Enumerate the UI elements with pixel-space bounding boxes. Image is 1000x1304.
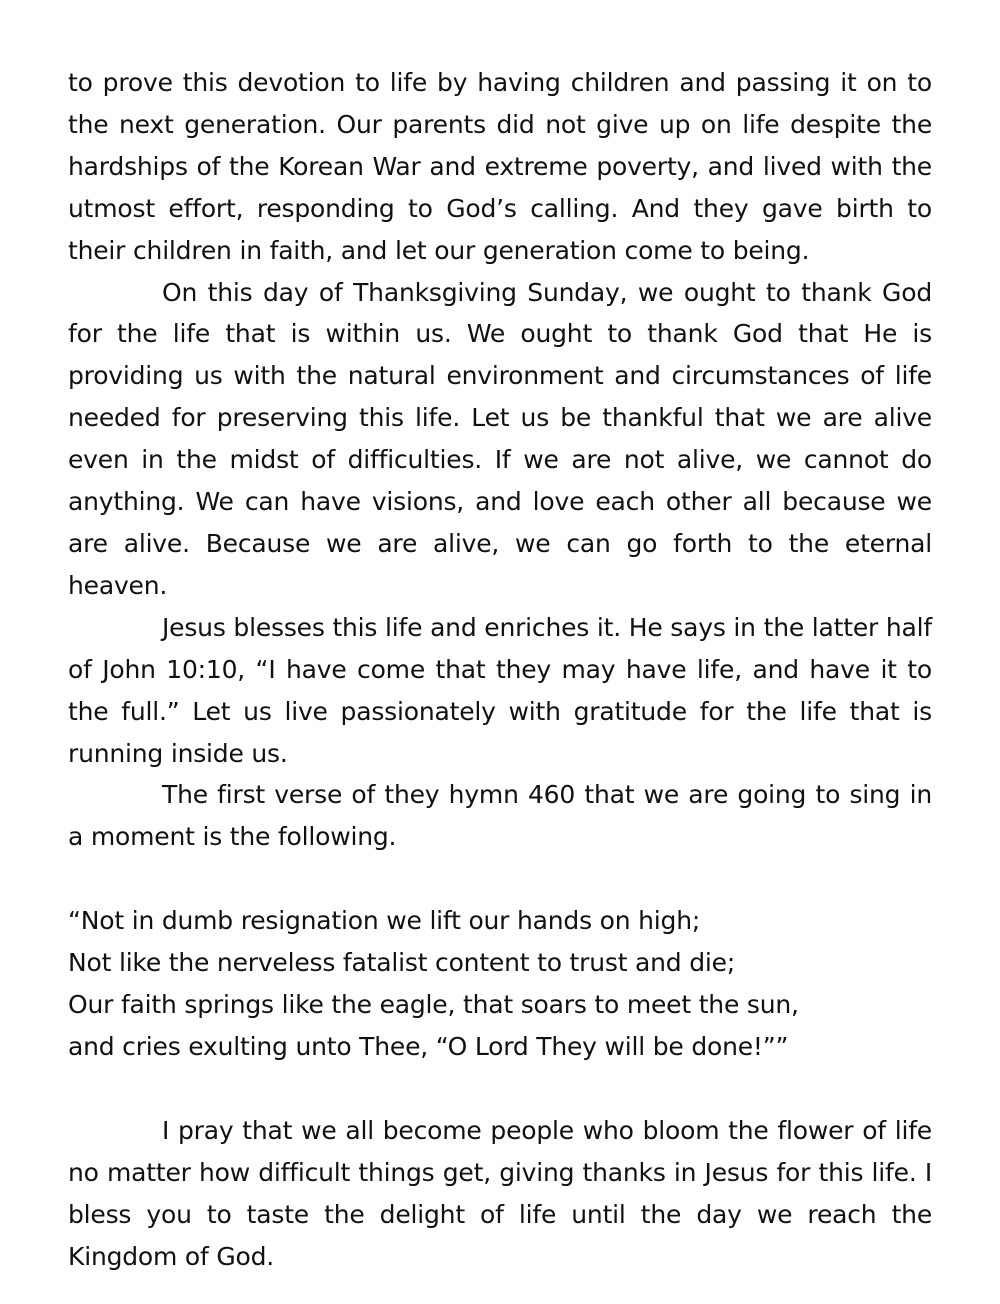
document-page (68, 62, 932, 1277)
spacer (68, 1068, 932, 1110)
paragraph-hymn-intro: The first verse of they hymn 460 that we are going to sing in a moment is the following. (68, 780, 932, 852)
paragraph-closing-prayer: I pray that we all become people who bloom the flower of life no matter how difficult things get, giving thanks in Jesus for this life. I bless you to taste the delight of life until the day we reach the Kingdom of God. (68, 1115, 932, 1271)
hymn-line: Our faith springs like the eagle, that soars to meet the sun, (68, 990, 799, 1020)
hymn-line: and cries exulting unto Thee, “O Lord They will be done!”” (68, 1031, 789, 1061)
paragraph-continuation: to prove this devotion to life by having children and passing it on to the next generation. Our parents did not give up on life despite the hardships of the Korean War and extreme poverty, and lived with the utmost effort, responding to God’s calling. And they gave birth to their children in faith, and let our generation come to being. (68, 68, 932, 265)
hymn-line: “Not in dumb resignation we lift our hands on high; (68, 906, 701, 936)
paragraph-jesus-blesses: Jesus blesses this life and enriches it. He says in the latter half of John 10:10, “I have come that they may have life, and have it to the full.” Let us live passionately with gratitude for the life that is running inside us. (68, 612, 932, 768)
spacer (68, 858, 932, 900)
hymn-line: Not like the nerveless fatalist content to trust and die; (68, 948, 736, 978)
paragraph-thanksgiving: On this day of Thanksgiving Sunday, we ought to thank God for the life that is within us. We ought to thank God that He is providing us with the natural environment and circumstances of life needed for preserving this life. Let us be thankful that we are alive even in the midst of difficulties. If we are not alive, we cannot do anything. We can have visions, and love each other all because we are alive. Because we are alive, we can go forth to the eternal heaven. (68, 277, 932, 600)
hymn-verse (68, 900, 932, 1068)
